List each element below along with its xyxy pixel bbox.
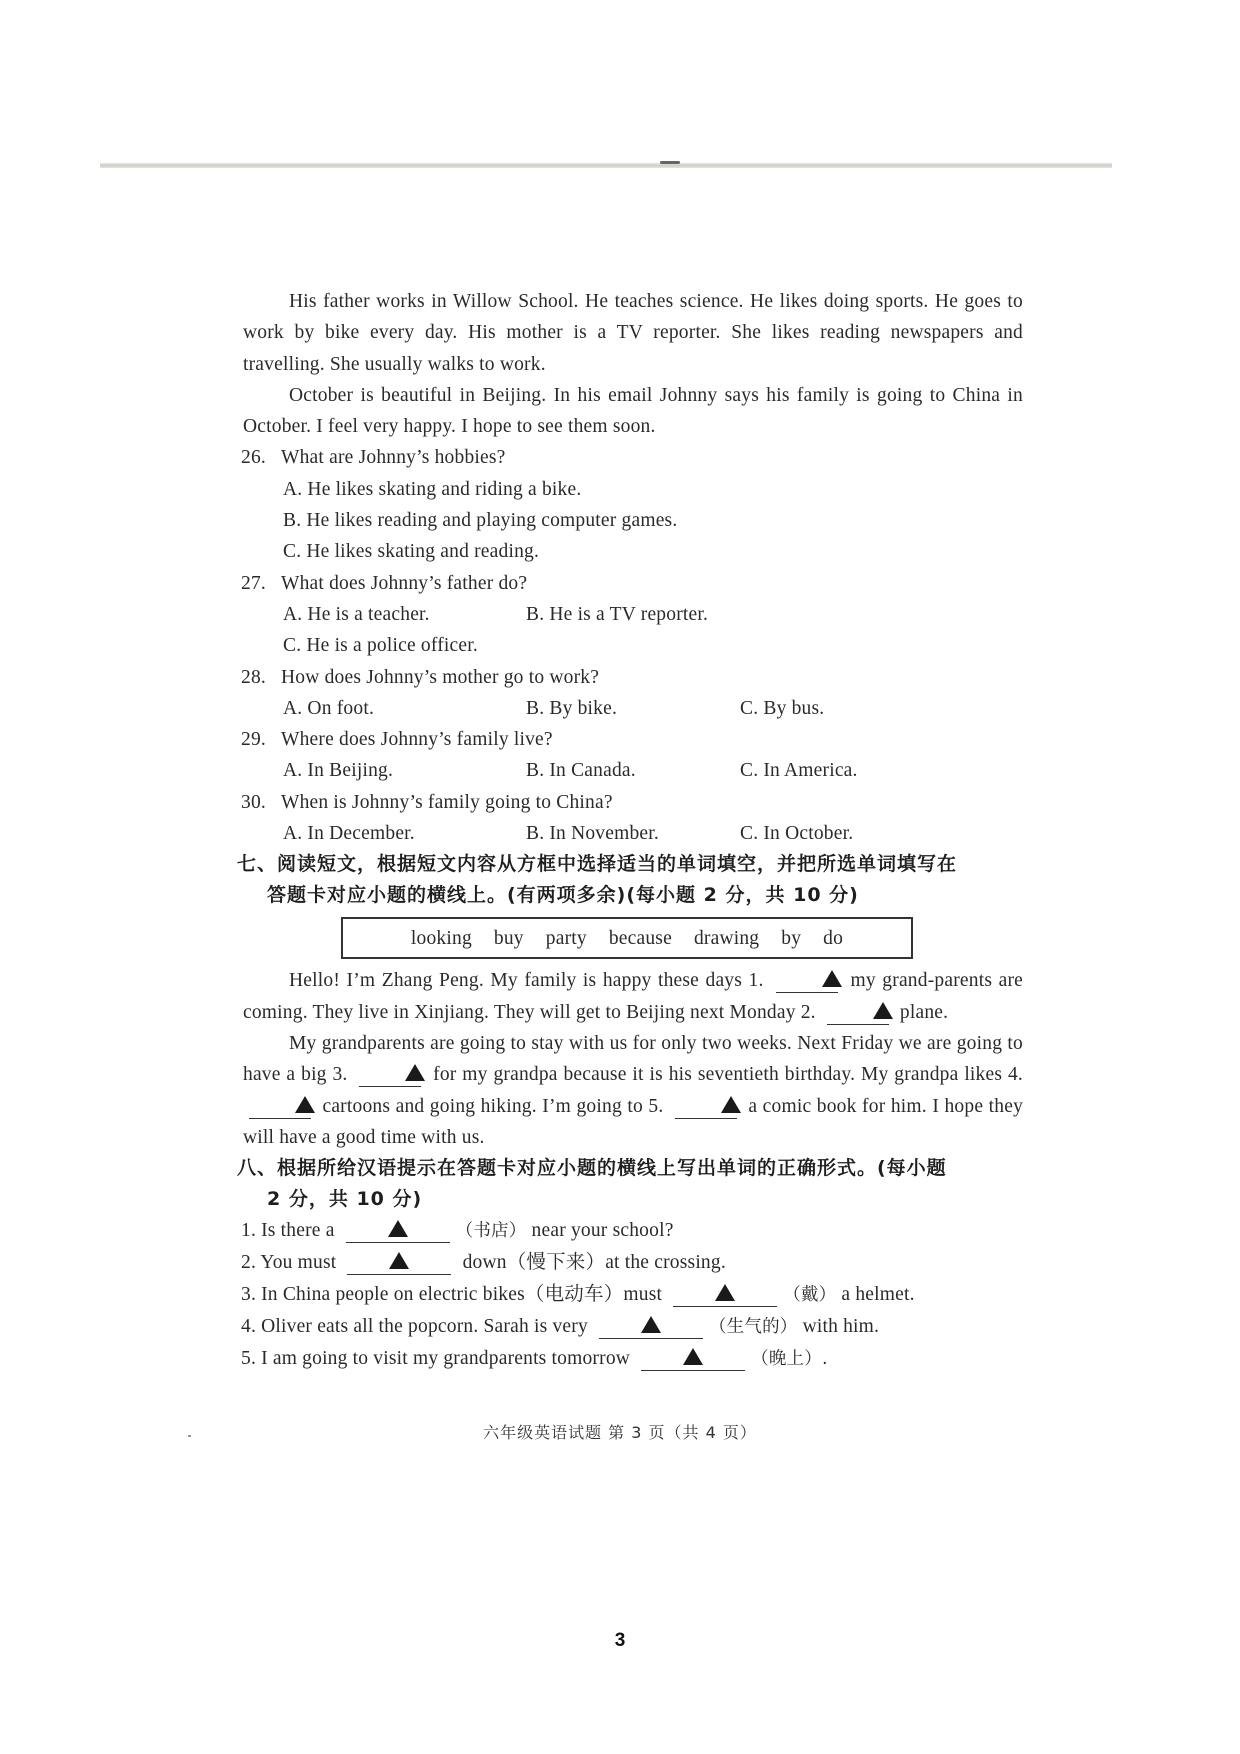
triangle-marker-icon xyxy=(295,1096,315,1113)
vocab-item-2 xyxy=(241,1247,1023,1278)
cloze-text: for my grandpa because it is his seventieth birthday. My grandpa likes 4. xyxy=(433,1064,1023,1086)
triangle-marker-icon xyxy=(873,1002,893,1019)
section-7-title-line2: 答题卡对应小题的横线上。(有两项多余)(每小题 2 分，共 10 分) xyxy=(267,884,859,907)
answer-blank[interactable] xyxy=(599,1316,703,1339)
chinese-hint: （书店） xyxy=(455,1221,527,1242)
option-c[interactable]: C. He likes skating and reading. xyxy=(283,541,540,563)
item-text: down（慢下来）at the crossing. xyxy=(462,1252,726,1274)
page-number: 3 xyxy=(614,1630,626,1651)
cloze-text: My grandparents are going to stay with us for only two weeks. Next Friday we are going to have a big 3. xyxy=(243,1032,1023,1086)
chinese-hint: （戴） xyxy=(783,1284,837,1305)
triangle-marker-icon xyxy=(389,1252,409,1269)
vocab-item-5 xyxy=(241,1343,1023,1375)
header-rule xyxy=(100,163,1112,168)
option-b[interactable]: B. He likes reading and playing computer games. xyxy=(283,510,678,532)
word-bank-box xyxy=(341,917,913,959)
option-a[interactable]: A. In December. xyxy=(283,823,415,845)
triangle-marker-icon xyxy=(822,970,842,987)
answer-blank-1[interactable] xyxy=(776,970,838,993)
item-text: 2. You must xyxy=(241,1252,337,1274)
word-bank-item: looking xyxy=(410,927,472,949)
option-c[interactable]: C. He is a police officer. xyxy=(283,635,478,657)
answer-blank-2[interactable] xyxy=(827,1002,889,1025)
word-bank-item: by xyxy=(781,927,802,949)
item-text: 1. Is there a xyxy=(241,1220,335,1242)
scan-speck xyxy=(188,1435,191,1437)
option-b[interactable]: B. He is a TV reporter. xyxy=(526,603,709,625)
question-number: 27. xyxy=(241,572,266,594)
word-bank-item: party xyxy=(545,927,587,949)
cloze-paragraph-2 xyxy=(243,1028,1023,1153)
answer-blank[interactable] xyxy=(673,1284,777,1307)
question-text: What does Johnny’s father do? xyxy=(281,572,528,594)
option-a[interactable]: A. On foot. xyxy=(283,697,375,719)
option-b[interactable]: B. In November. xyxy=(526,823,659,845)
vocab-item-4 xyxy=(241,1311,1023,1343)
item-text: 5. I am going to visit my grandparents tomorrow xyxy=(241,1348,631,1370)
vocab-item-1 xyxy=(241,1215,1023,1247)
item-text: 4. Oliver eats all the popcorn. Sarah is very xyxy=(241,1316,588,1338)
cloze-text: plane. xyxy=(899,1001,949,1023)
question-29 xyxy=(243,724,1023,787)
triangle-marker-icon xyxy=(715,1284,735,1301)
answer-blank[interactable] xyxy=(641,1348,745,1371)
triangle-marker-icon xyxy=(721,1096,741,1113)
word-bank-item: drawing xyxy=(693,927,760,949)
answer-blank-3[interactable] xyxy=(359,1064,421,1087)
item-text: 3. In China people on electric bikes（电动车）must xyxy=(241,1283,663,1305)
word-bank-item: buy xyxy=(493,927,524,949)
question-30 xyxy=(243,787,1023,850)
question-number: 28. xyxy=(241,666,266,688)
triangle-marker-icon xyxy=(388,1220,408,1237)
chinese-hint: （生气的） xyxy=(708,1317,798,1338)
answer-blank[interactable] xyxy=(346,1220,450,1243)
triangle-marker-icon xyxy=(683,1348,703,1365)
option-c[interactable]: C. By bus. xyxy=(740,697,825,719)
answer-blank[interactable] xyxy=(347,1252,451,1275)
question-text: How does Johnny’s mother go to work? xyxy=(281,666,600,688)
question-text: When is Johnny’s family going to China? xyxy=(281,791,613,813)
section-8-title-line2: 2 分，共 10 分) xyxy=(267,1188,423,1211)
answer-blank-5[interactable] xyxy=(675,1096,737,1119)
item-text: a helmet. xyxy=(841,1283,915,1305)
question-text: Where does Johnny’s family live? xyxy=(281,729,553,751)
option-c[interactable]: C. In America. xyxy=(740,760,858,782)
question-26 xyxy=(243,442,1023,567)
question-28 xyxy=(243,662,1023,725)
cloze-text: a comic book for him. I hope they will have a good time with us. xyxy=(243,1095,1024,1148)
section-7-title xyxy=(237,849,1023,911)
option-a[interactable]: A. In Beijing. xyxy=(283,760,394,782)
cloze-paragraph-1 xyxy=(243,965,1023,1028)
rule-mark xyxy=(660,161,680,164)
cloze-text: Hello! I’m Zhang Peng. My family is happy these days 1. xyxy=(289,970,764,992)
exam-page xyxy=(237,286,1024,1376)
word-bank-item: because xyxy=(608,927,672,949)
answer-blank-4[interactable] xyxy=(249,1096,311,1119)
section-8-title xyxy=(237,1153,1023,1215)
question-number: 29. xyxy=(241,729,266,751)
section-7-title-line1: 七、阅读短文，根据短文内容从方框中选择适当的单词填空，并把所选单词填写在 xyxy=(237,853,958,876)
option-b[interactable]: B. By bike. xyxy=(526,697,618,719)
triangle-marker-icon xyxy=(641,1316,661,1333)
cloze-text: cartoons and going hiking. I’m going to 5. xyxy=(322,1095,664,1117)
option-a[interactable]: A. He is a teacher. xyxy=(283,603,430,625)
passage-paragraph: October is beautiful in Beijing. In his email Johnny says his family is going to China in October. I feel very happy. I hope to see them soon. xyxy=(243,384,1023,438)
page-footer: 六年级英语试题 第 3 页（共 4 页） xyxy=(483,1423,757,1442)
item-text: near your school? xyxy=(531,1220,674,1242)
option-a[interactable]: A. He likes skating and riding a bike. xyxy=(283,478,582,500)
passage-paragraph: His father works in Willow School. He teaches science. He likes doing sports. He goes to work by bike every day. His mother is a TV reporter. She likes reading newspapers and travelling. She usually walks to work. xyxy=(243,291,1023,375)
question-number: 30. xyxy=(241,791,266,813)
question-text: What are Johnny’s hobbies? xyxy=(281,447,506,469)
triangle-marker-icon xyxy=(405,1064,425,1081)
option-b[interactable]: B. In Canada. xyxy=(526,760,636,782)
option-c[interactable]: C. In October. xyxy=(740,823,854,845)
question-number: 26. xyxy=(241,447,266,469)
vocab-item-3 xyxy=(241,1279,1023,1311)
chinese-hint: （晚上）. xyxy=(751,1349,828,1370)
item-text: with him. xyxy=(802,1316,880,1338)
section-8-title-line1: 八、根据所给汉语提示在答题卡对应小题的横线上写出单词的正确形式。(每小题 xyxy=(237,1157,947,1180)
word-bank-item: do xyxy=(823,927,844,949)
cloze-text: 2. xyxy=(800,1001,816,1023)
cloze-text: my grand-parents are coming. They live in Xinjiang. They will get to Beijing next Monday xyxy=(243,970,1023,1023)
question-27 xyxy=(243,568,1023,662)
